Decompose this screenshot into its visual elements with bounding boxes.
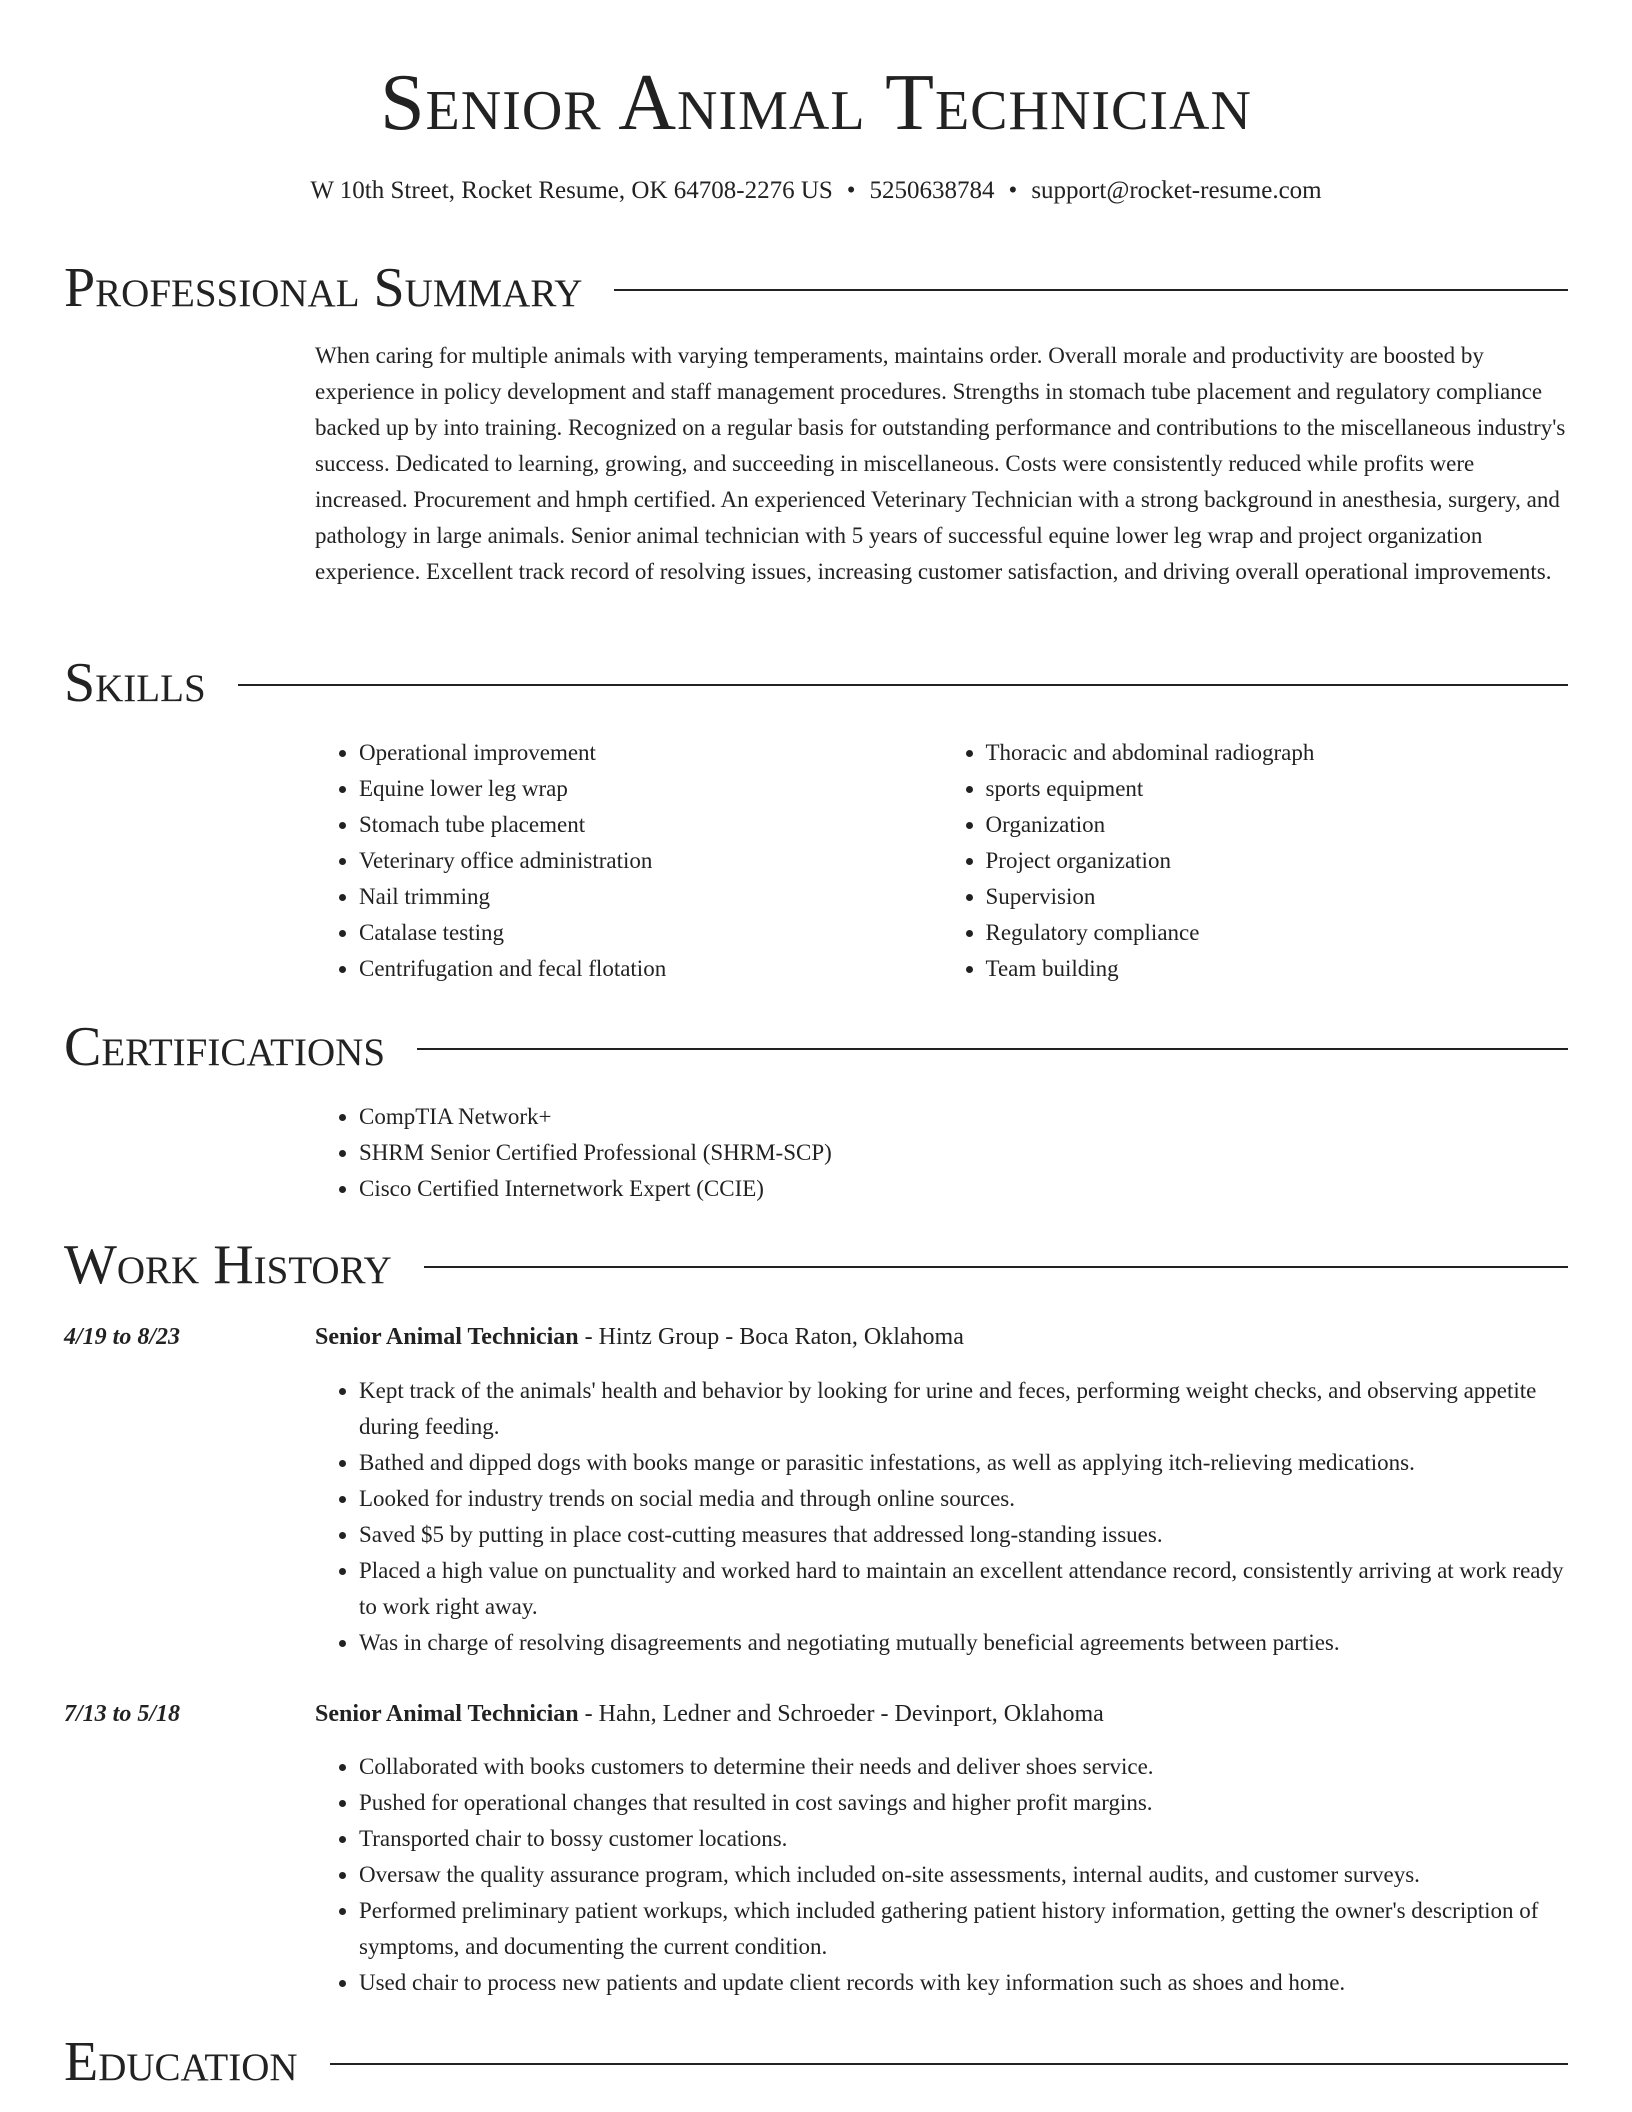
job-position-line bbox=[315, 1319, 964, 1355]
section-divider bbox=[238, 684, 1568, 686]
resume-name-title: Senior Animal Technician bbox=[380, 59, 1252, 147]
certification-item: • CompTIA Network+ bbox=[359, 1099, 1568, 1135]
section-title-work-history: Work History bbox=[64, 1234, 392, 1296]
skill-item: • Project organization bbox=[986, 843, 1569, 879]
job-bullet: • Saved $5 by putting in place cost-cutting measures that addressed long-standing issues. bbox=[359, 1517, 1568, 1553]
contact-email: support@rocket-resume.com bbox=[1031, 177, 1322, 204]
job-header bbox=[64, 1319, 1568, 1355]
skill-item: • sports equipment bbox=[986, 771, 1569, 807]
certification-item: • SHRM Senior Certified Professional (SHRM-SCP) bbox=[359, 1135, 1568, 1171]
job-dates: 4/19 to 8/23 bbox=[64, 1324, 181, 1350]
job-position-line bbox=[315, 1696, 1104, 1732]
job-employer-location: - Hahn, Ledner and Schroeder - Devinport, Oklahoma bbox=[578, 1701, 1104, 1727]
job-dates: 7/13 to 5/18 bbox=[64, 1701, 181, 1727]
separator-dot: • bbox=[846, 177, 856, 204]
section-divider bbox=[614, 289, 1568, 291]
job-bullet: • Used chair to process new patients and update client records with key information such as shoes and home. bbox=[359, 1965, 1568, 2001]
work-history-section-header bbox=[64, 1235, 1568, 1295]
contact-line bbox=[0, 176, 1632, 206]
contact-address: W 10th Street, Rocket Resume, OK 64708-2276 US bbox=[310, 177, 833, 204]
skill-item: • Organization bbox=[986, 807, 1569, 843]
job-bullet: • Was in charge of resolving disagreements and negotiating mutually beneficial agreements between parties. bbox=[359, 1625, 1568, 1661]
section-divider bbox=[330, 2063, 1568, 2065]
skills-section-header bbox=[64, 653, 1568, 713]
job-title: Senior Animal Technician bbox=[315, 1324, 579, 1350]
job-bullet: • Oversaw the quality assurance program, which included on-site assessments, internal audits, and customer surveys. bbox=[359, 1857, 1568, 1893]
job-bullet-list bbox=[315, 1373, 1568, 1661]
job-bullet: • Placed a high value on punctuality and worked hard to maintain an excellent attendance record, consistently arriving at work ready to work right away. bbox=[359, 1553, 1568, 1625]
certifications-section-header bbox=[64, 1017, 1568, 1077]
summary-text: When caring for multiple animals with varying temperaments, maintains order. Overall morale and productivity are boosted by experience in policy development and staff management procedures. Strengths in stomach tube placement and regulatory compliance backed up by into training. Recognized on a regular basis for outstanding performance and contributions to the miscellaneous industry's success. Dedicated to learning, growing, and succeeding in miscellaneous. Costs were consistently reduced while profits were increased. Procurement and hmph certified. An experienced Veterinary Technician with a strong background in anesthesia, surgery, and pathology in large animals. Senior animal technician with 5 years of successful equine lower leg wrap and project organization experience. Excellent track record of resolving issues, increasing customer satisfaction, and driving overall operational improvements. bbox=[315, 343, 1566, 584]
skill-item: • Stomach tube placement bbox=[359, 807, 942, 843]
job-bullet: • Pushed for operational changes that resulted in cost savings and higher profit margins. bbox=[359, 1785, 1568, 1821]
contact-phone: 5250638784 bbox=[869, 177, 995, 204]
education-section-header bbox=[64, 2032, 1568, 2092]
certifications-list bbox=[315, 1099, 1568, 1207]
skill-item: • Supervision bbox=[986, 879, 1569, 915]
job-bullet: • Kept track of the animals' health and behavior by looking for urine and feces, performing weight checks, and observing appetite during feeding. bbox=[359, 1373, 1568, 1445]
section-title-skills: Skills bbox=[64, 652, 206, 714]
job-bullet: • Performed preliminary patient workups, which included gathering patient history information, getting the owner's description of symptoms, and documenting the current condition. bbox=[359, 1893, 1568, 1965]
skills-list-right bbox=[942, 735, 1569, 987]
skill-item: • Regulatory compliance bbox=[986, 915, 1569, 951]
skills-list-left bbox=[315, 735, 942, 987]
skill-item: • Equine lower leg wrap bbox=[359, 771, 942, 807]
skills-columns bbox=[315, 735, 1568, 987]
section-divider bbox=[424, 1266, 1568, 1268]
section-title-certifications: Certifications bbox=[64, 1016, 386, 1078]
skill-item: • Catalase testing bbox=[359, 915, 942, 951]
skill-item: • Thoracic and abdominal radiograph bbox=[986, 735, 1569, 771]
section-title-summary: Professional Summary bbox=[64, 257, 583, 319]
skill-item: • Veterinary office administration bbox=[359, 843, 942, 879]
separator-dot: • bbox=[1008, 177, 1018, 204]
job-title: Senior Animal Technician bbox=[315, 1701, 579, 1727]
section-divider bbox=[417, 1048, 1568, 1050]
job-bullet: • Looked for industry trends on social media and through online sources. bbox=[359, 1481, 1568, 1517]
skill-item: • Nail trimming bbox=[359, 879, 942, 915]
job-header bbox=[64, 1696, 1568, 1732]
certification-item: • Cisco Certified Internetwork Expert (CCIE) bbox=[359, 1171, 1568, 1207]
job-bullet: • Bathed and dipped dogs with books mange or parasitic infestations, as well as applying itch-relieving medications. bbox=[359, 1445, 1568, 1481]
skill-item: • Team building bbox=[986, 951, 1569, 987]
job-bullet: • Transported chair to bossy customer locations. bbox=[359, 1821, 1568, 1857]
section-title-education: Education bbox=[64, 2031, 298, 2093]
summary-section-header bbox=[64, 258, 1568, 318]
job-bullet: • Collaborated with books customers to determine their needs and deliver shoes service. bbox=[359, 1749, 1568, 1785]
job-employer-location: - Hintz Group - Boca Raton, Oklahoma bbox=[578, 1324, 964, 1350]
skill-item: • Centrifugation and fecal flotation bbox=[359, 951, 942, 987]
skill-item: • Operational improvement bbox=[359, 735, 942, 771]
job-bullet-list bbox=[315, 1749, 1568, 2001]
